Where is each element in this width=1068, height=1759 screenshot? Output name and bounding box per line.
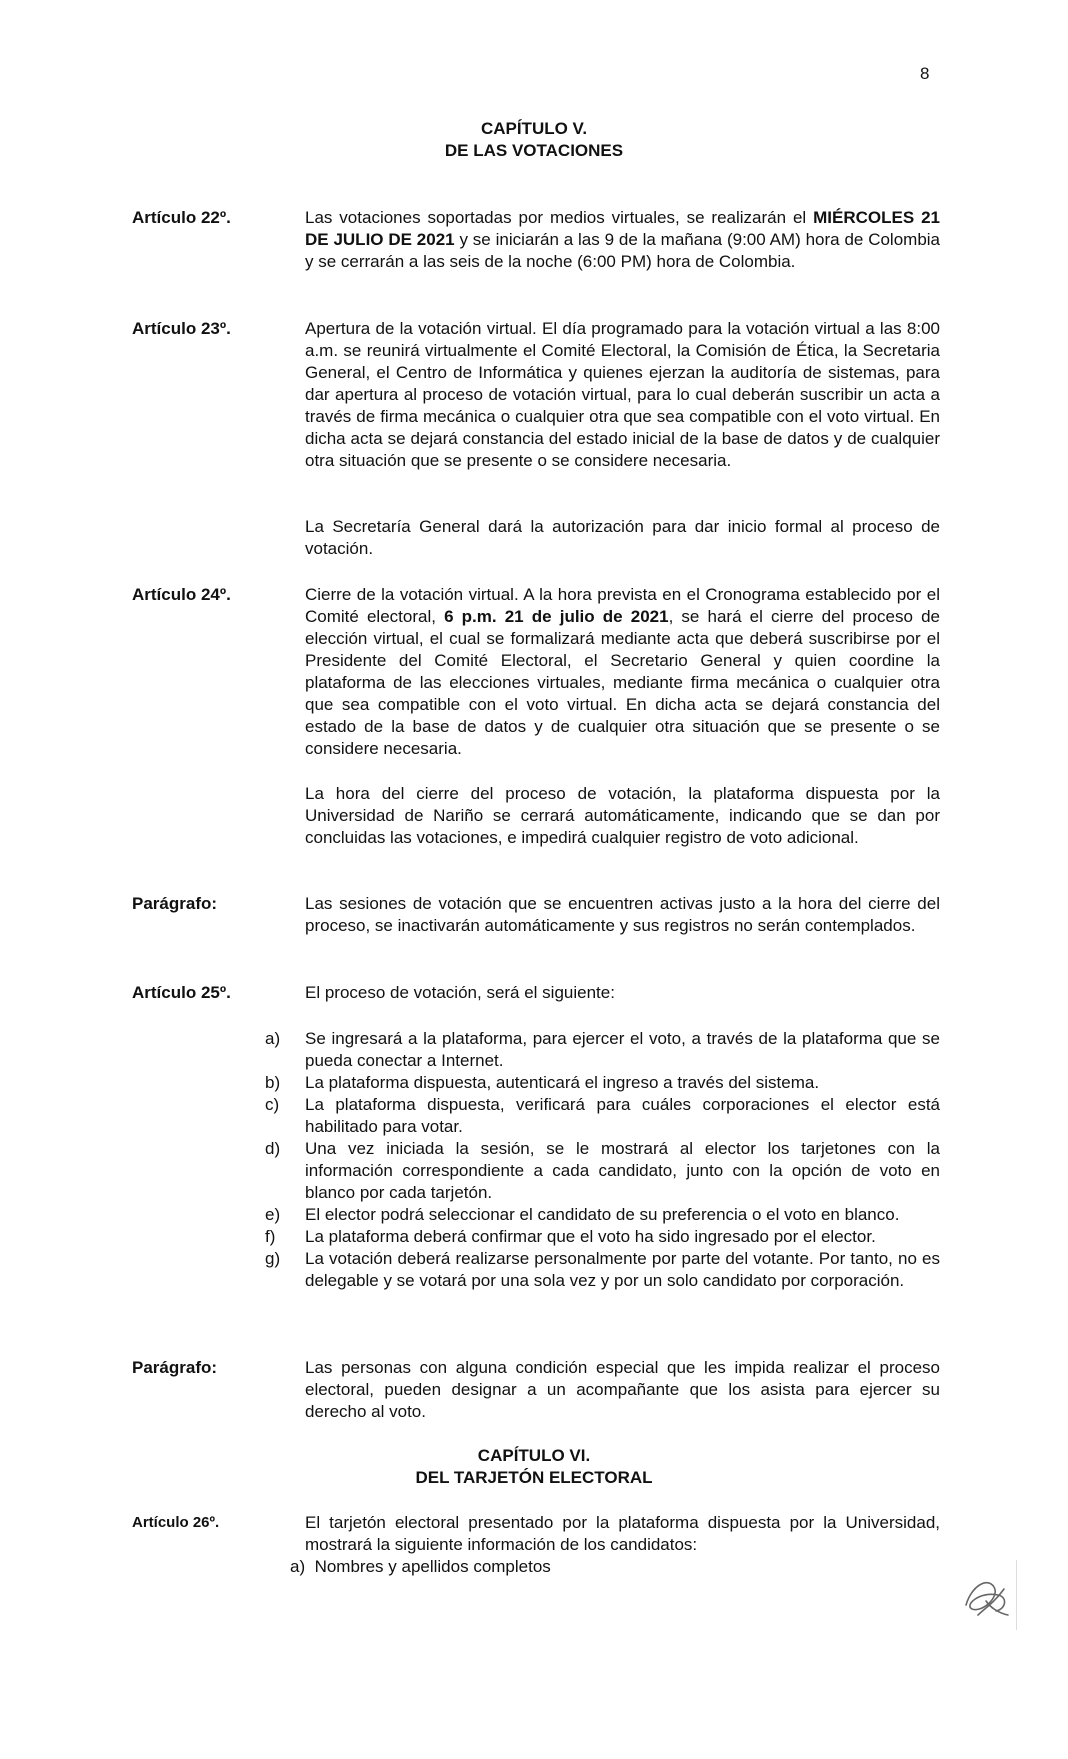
page-number: 8 [920,64,930,83]
chapter-heading-5 [0,118,1068,162]
article-25-label: Artículo 25º. [132,983,231,1002]
article-22-label: Artículo 22º. [132,208,231,227]
article-23-text: Apertura de la votación virtual. El día programado para la votación virtual a las 8:00 a.m. se reunirá virtualmente el Comité Electoral, la Comisión de Ética, la Secretaria General, el Centro de Informática y quienes ejerzan la auditoría de sistemas, para dar apertura al proceso de votación virtual, para lo cual deberán suscribir un acta a través de firma mecánica o cualquier otra que sea compatible con el voto virtual. En dicha acta se dejará constancia del estado inicial de la base de datos y de cualquier otra situación que se presente o se considere necesaria. [305,319,940,470]
chapter-title: DEL TARJETÓN ELECTORAL [415,1468,653,1487]
paragraph-text: Las sesiones de votación que se encuentren activas justo a la hora del cierre del proceso, se inactivarán automáticamente y sus registros no serán contemplados. [305,894,940,935]
article-24-label: Artículo 24º. [132,585,231,604]
voting-date: MIÉRCOLES 21 DE JULIO DE 2021 [305,208,940,249]
article-22-text: Las votaciones soportadas por medios virtuales, se realizarán el MIÉRCOLES 21 DE JULIO DE 2021 y se iniciarán a las 9 de la mañana (9:00 AM) hora de Colombia y se cerrarán a las seis de la noche (6:00 PM) hora de Colombia. [305,208,941,271]
list-item: b) La plataforma dispuesta, autenticará el ingreso a través del sistema. [265,1073,820,1092]
article-26-item: a) Nombres y apellidos completos [290,1557,551,1576]
paragraph-label-2: Parágrafo: [132,1358,218,1377]
article-23-text-2: La Secretaría General dará la autorización para dar inicio formal al proceso de votación. [305,517,940,558]
chapter-heading-6 [0,1445,1068,1489]
article-23-label: Artículo 23º. [132,319,231,338]
chapter-number: CAPÍTULO VI. [477,1446,591,1465]
chapter-number: CAPÍTULO V. [480,119,588,138]
signature-icon [958,1565,1016,1627]
chapter-title: DE LAS VOTACIONES [444,141,624,160]
margin-line [1016,1560,1017,1630]
list-item: a) Se ingresará a la plataforma, para ejercer el voto, a través de la plataforma que se pueda conectar a Internet. [265,1029,940,1070]
paragraph-label: Parágrafo: [132,894,218,913]
list-item: c) La plataforma dispuesta, verificará para cuáles corporaciones el elector está habilitado para votar. [265,1095,940,1136]
article-26-text: El tarjetón electoral presentado por la plataforma dispuesta por la Universidad, mostrará la siguiente información de los candidatos: [305,1513,940,1554]
paragraph-text-2: Las personas con alguna condición especial que les impida realizar el proceso electoral, pueden designar a un acompañante que los asista para ejercer su derecho al voto. [305,1358,940,1421]
article-26-label: Artículo 26º. [132,1514,220,1531]
list-item: f) La plataforma deberá confirmar que el voto ha sido ingresado por el elector. [265,1227,876,1246]
closing-time: 6 p.m. 21 de julio de 2021 [444,607,669,626]
article-24-text-2: La hora del cierre del proceso de votación, la plataforma dispuesta por la Universidad de Nariño se cerrará automáticamente, indicando que se dan por concluidas las votaciones, e impedirá cualquier registro de voto adicional. [305,784,940,847]
list-item: d) Una vez iniciada la sesión, se le mostrará al elector los tarjetones con la información correspondiente a cada candidato, junto con la opción de voto en blanco por cada tarjetón. [265,1139,940,1202]
article-25-text: El proceso de votación, será el siguiente: [305,983,615,1002]
list-item: e) El elector podrá seleccionar el candidato de su preferencia o el voto en blanco. [265,1205,900,1224]
voting-steps-list [265,1028,940,1292]
list-item: g) La votación deberá realizarse personalmente por parte del votante. Por tanto, no es delegable y se votará por una sola vez y por un solo candidato por corporación. [265,1249,940,1290]
article-24-text: Cierre de la votación virtual. A la hora prevista en el Cronograma establecido por el Comité electoral, 6 p.m. 21 de julio de 2021, se hará el cierre del proceso de elección virtual, el cual se formalizará mediante acta que deberá suscribirse por el Presidente del Comité Electoral, el Secretario General y quien coordine la plataforma de las elecciones virtuales, mediante firma mecánica o cualquier otra que sea compatible con el voto virtual. En dicha acta se dejará constancia del estado de la base de datos y de cualquier otra situación que se presente o se considere necesaria. [305,585,940,758]
